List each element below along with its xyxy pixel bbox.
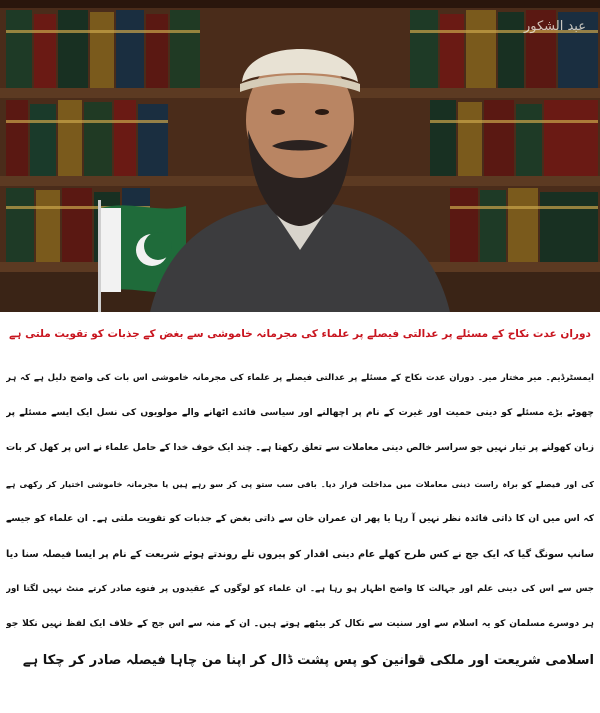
article-body (0, 361, 600, 713)
watermark-text: عبد الشکور (524, 19, 586, 34)
article-line: ہر دوسرے مسلمان کو یہ اسلام سے اور سنیت سے نکال کر بیٹھے ہوتے ہیں۔ ان کے منہ سے اس جج کے خلاف ایک لفظ نہیں نکلا جو (6, 619, 594, 630)
article-line: چھوٹے بڑے مسئلے کو دینی حمیت اور غیرت کے نام پر اچھالنے اور سیاسی فائدے اٹھانے والے مولویوں کی نسل ایک ایسے مسئلے پر (6, 408, 594, 419)
article-line: ایمسٹرڈیم۔ میر مختار میر۔ دوران عدت نکاح کے مسئلے پر عدالتی فیصلے پر علماء کی مجرمانہ خاموشی اس بات کی واضح دلیل ہے کہ ہر (6, 373, 594, 383)
article-line: جس سے اس کی دینی علم اور جہالت کا واضح اظہار ہو رہا ہے۔ ان علماء کو لوگوں کے عقیدوں پر فتوے صادر کرتے منٹ نہیں لگتا اور (6, 584, 594, 595)
article-headline: دوران عدت نکاح کے مسئلے پر عدالتی فیصلے پر علماء کی مجرمانہ خاموشی سے بغض کے جذبات کو تقویت ملتی ہے (9, 328, 591, 340)
article-line: کی اور فیصلے کو براہ راست دینی معاملات میں مداخلت قرار دیا۔ باقی سب ستو پی کر سو رہے ہیں یا مجرمانہ خاموشی اختیار کر رکھی ہے (6, 478, 594, 489)
article-line: اسلامی شریعت اور ملکی قوانین کو پس پشت ڈال کر اپنا من چاہا فیصلہ صادر کر چکا ہے (22, 652, 594, 668)
speaker-figure (0, 0, 600, 312)
article-line: زبان کھولنے پر تیار نہیں جو سراسر خالص دینی معاملات سے تعلق رکھتا ہے۔ چند ایک خوف خدا کے حامل علماء نے اس پر کھل کر بات (6, 443, 594, 454)
watermark-logo (518, 4, 592, 44)
article-line: سانپ سونگ گیا کہ ایک جج نے کس طرح کھلے عام دینی اقدار کو پیروں تلے روندتے ہوئے شریعت کے نام پر ایسا فیصلہ سنا دیا (6, 548, 594, 560)
article-photo (0, 0, 600, 312)
article-line: کہ اس میں ان کا ذاتی فائدہ نظر نہیں آ رہا یا پھر ان عمران خان سے ذاتی بغض کے جذبات کو تقویت ملتی ہے۔ ان علماء کو جیسے (6, 513, 594, 524)
